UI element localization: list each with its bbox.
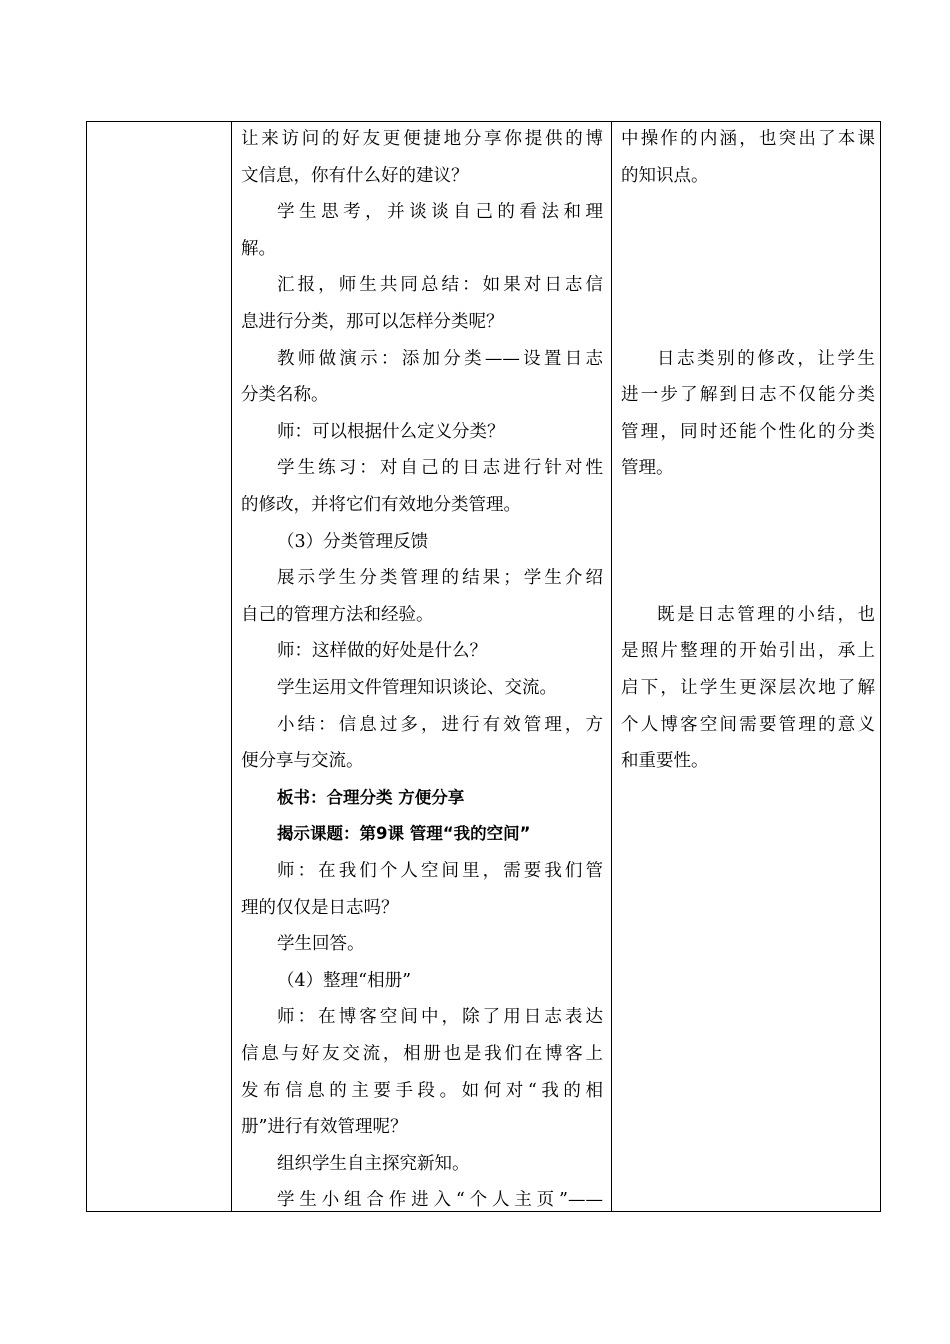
middle-text-line: 学生回答。 (277, 934, 365, 955)
middle-text-line: （4）整理“相册” (277, 970, 412, 991)
right-text-line: 启下，让学生更深层次地了解 (621, 678, 875, 698)
middle-text-line: 小结：信息过多，进行有效管理，方 (277, 714, 603, 735)
column-divider-2 (611, 122, 612, 1211)
column-divider-1 (231, 122, 232, 1211)
middle-text-line: 息进行分类，那可以怎样分类呢？ (241, 312, 504, 332)
middle-text-line: 板书：合理分类 方便分享 (277, 787, 465, 807)
right-text-line: 日志类别的修改，让学生 (657, 348, 875, 369)
middle-text-line: 便分享与交流。 (241, 751, 364, 772)
lesson-table (86, 121, 881, 1212)
right-text-line: 个人博客空间需要管理的意义 (621, 714, 875, 735)
middle-text-line: 师：在博客空间中，除了用日志表达 (277, 1007, 603, 1028)
middle-text-line: 册”进行有效管理呢？ (241, 1117, 408, 1138)
middle-text-line: 师：这样做的好处是什么？ (277, 641, 487, 662)
middle-text-line: 揭示课题：第9课 管理“我的空间” (277, 824, 531, 844)
middle-text-line: 的修改，并将它们有效地分类管理。 (241, 495, 521, 515)
middle-text-line: 师：在我们个人空间里，需要我们管 (277, 861, 603, 881)
middle-text-line: 让来访问的好友更便捷地分享你提供的博 (241, 129, 603, 149)
right-text-line: 是照片整理的开始引出，承上 (621, 641, 875, 662)
middle-text-line: 学生小组合作进入“个人主页”—— (277, 1190, 603, 1211)
right-text-line: 进一步了解到日志不仅能分类 (621, 385, 875, 406)
middle-text-line: 自己的管理方法和经验。 (241, 604, 434, 625)
middle-text-line: 理的仅仅是日志吗？ (241, 897, 399, 918)
right-text-line: 既是日志管理的小结，也 (657, 604, 875, 625)
middle-text-line: 组织学生自主探究新知。 (277, 1153, 470, 1174)
middle-text-line: 文信息，你有什么好的建议？ (241, 165, 469, 186)
middle-text-line: 学生思考，并谈谈自己的看法和理 (277, 202, 603, 223)
middle-text-line: 师：可以根据什么定义分类？ (277, 421, 505, 442)
middle-text-line: 学生运用文件管理知识谈论、交流。 (277, 678, 557, 698)
right-text-line: 和重要性。 (621, 751, 709, 772)
middle-text-line: 展示学生分类管理的结果；学生介绍 (277, 568, 603, 589)
right-text-line: 管理。 (621, 458, 674, 479)
right-text-line: 的知识点。 (621, 165, 709, 186)
middle-text-line: 汇报，师生共同总结：如果对日志信 (277, 275, 603, 296)
middle-text-line: （3）分类管理反馈 (277, 531, 429, 552)
middle-text-line: 教师做演示：添加分类——设置日志 (277, 348, 603, 369)
right-text-line: 管理，同时还能个性化的分类 (621, 421, 875, 442)
middle-text-line: 信息与好友交流，相册也是我们在博客上 (241, 1044, 603, 1064)
right-text-line: 中操作的内涵，也突出了本课 (621, 129, 875, 149)
middle-text-line: 解。 (241, 238, 276, 259)
middle-text-line: 学生练习：对自己的日志进行针对性 (277, 458, 603, 479)
middle-text-line: 分类名称。 (241, 385, 329, 406)
middle-text-line: 发布信息的主要手段。如何对“我的相 (241, 1080, 603, 1101)
